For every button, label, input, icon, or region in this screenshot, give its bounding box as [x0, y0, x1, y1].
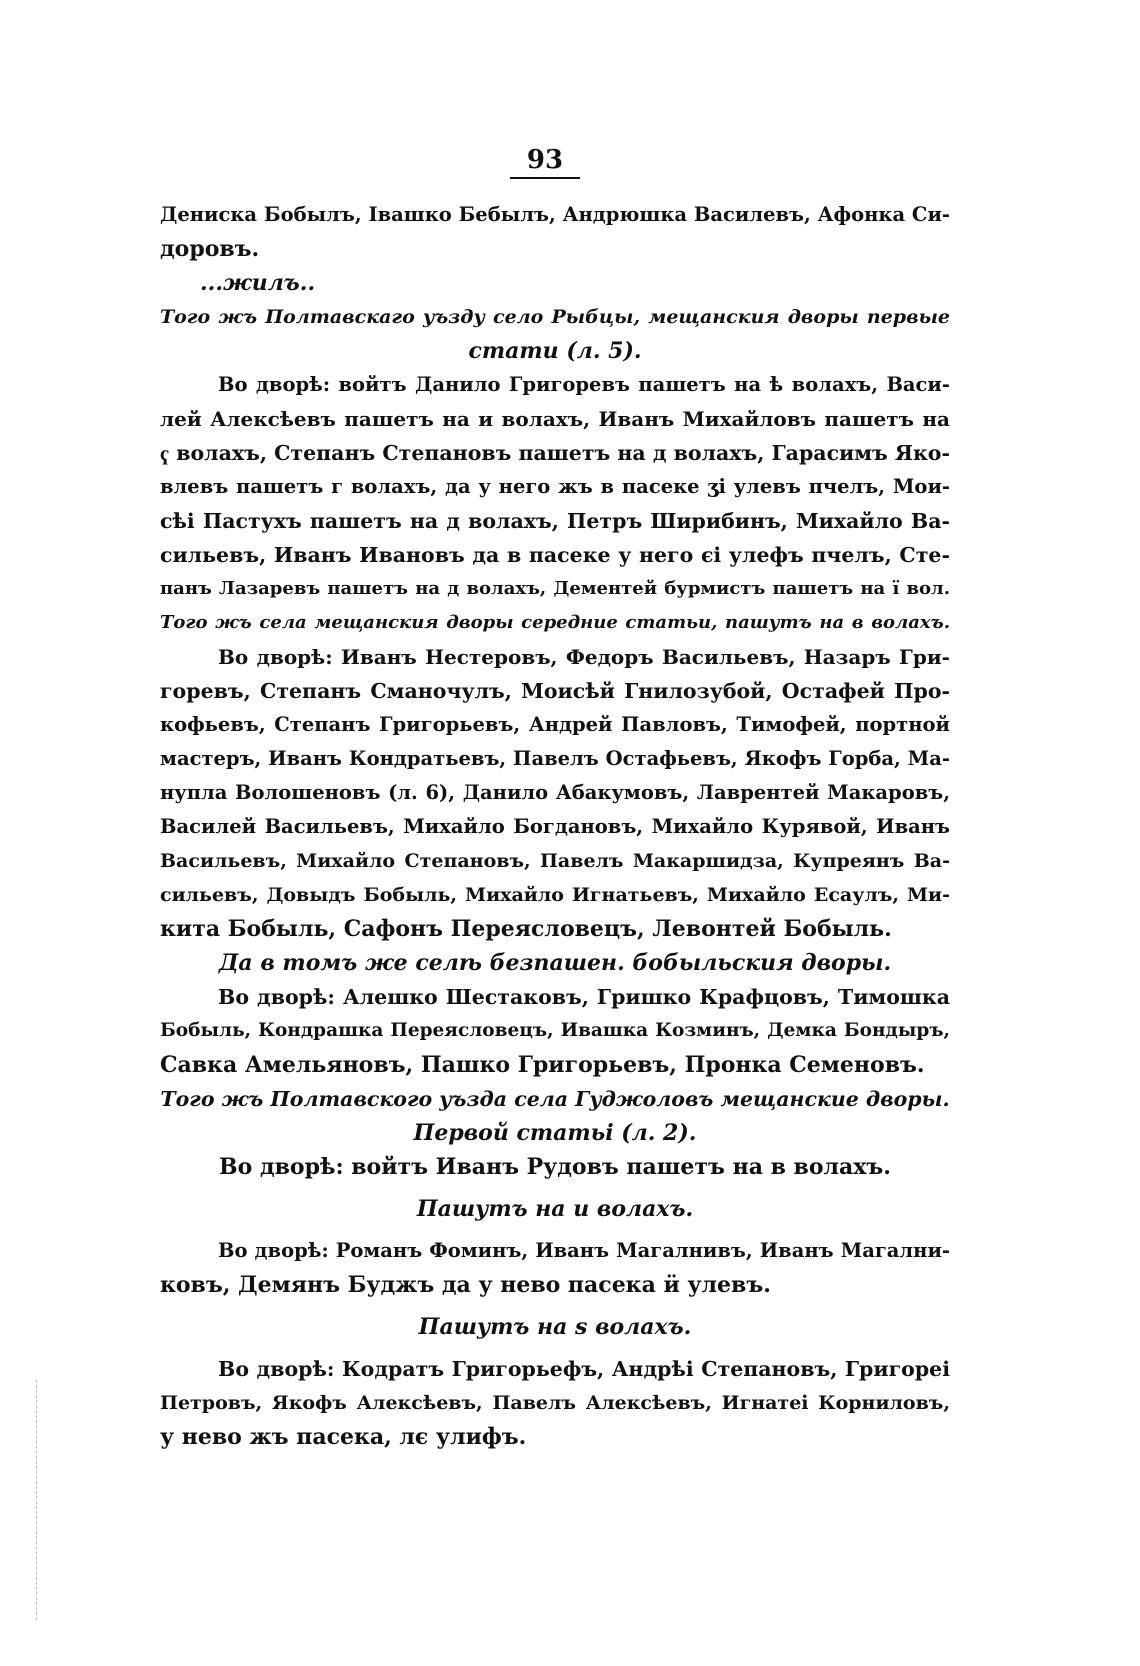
text-line: Во дворѣ: Иванъ Нестеровъ, Федоръ Васильевъ, Назаръ Гри-	[218, 645, 950, 669]
text-line: Петровъ, Якофъ Алексѣевъ, Павелъ Алексѣевъ, Игнатеі Корниловъ,	[160, 1392, 950, 1414]
text-line: влевъ пашетъ г волахъ, да у него жъ в пасеке ӡі улевъ пчелъ, Мои-	[160, 475, 950, 498]
section-heading: Пашутъ на и волахъ.	[416, 1196, 694, 1222]
spacer	[160, 1184, 950, 1192]
text-line: Савка Амельяновъ, Пашко Григорьевъ, Пронка Семеновъ.	[160, 1052, 925, 1078]
text-line: ...жилъ..	[200, 270, 316, 296]
text-line: кита Бобыль, Сафонъ Переясловецъ, Левонтей Бобыль.	[160, 916, 892, 942]
text-line: кофьевъ, Степанъ Григорьевъ, Андрей Павловъ, Тимофей, портной	[160, 713, 950, 736]
text-line: сѣі Пастухъ пашетъ на д волахъ, Петръ Ширибинъ, Михайло Ва-	[160, 509, 950, 533]
section-heading: Того жъ села мещанския дворы середние статьи, пашутъ на в волахъ.	[160, 612, 950, 633]
text-line: Васильевъ, Михайло Степановъ, Павелъ Макаршидза, Купреянъ Ва-	[160, 850, 950, 872]
section-heading: Пашутъ на ѕ волахъ.	[418, 1314, 692, 1340]
text-line: ковъ, Демянъ Буджъ да у нево пасека ӥ улевъ.	[160, 1272, 771, 1298]
text-column	[160, 198, 950, 1454]
scan-edge-mark	[36, 1380, 38, 1620]
spacer	[160, 1344, 950, 1352]
section-heading: Первой статьі (л. 2).	[413, 1120, 697, 1146]
section-heading: стати (л. 5).	[468, 338, 642, 364]
text-line: мастеръ, Иванъ Кондратьевъ, Павелъ Остафьевъ, Якофъ Горба, Ма-	[160, 747, 950, 770]
text-line: Дениска Бобылъ, Івашко Бебылъ, Андрюшка Василевъ, Афонка Си-	[160, 203, 950, 226]
text-line: лей Алексѣевъ пашетъ на и волахъ, Иванъ Михайловъ пашетъ на	[160, 407, 950, 431]
text-line: Во дворѣ: Алешко Шестаковъ, Гришко Крафцовъ, Тимошка	[218, 985, 950, 1009]
text-line: сильевъ, Довыдъ Бобыль, Михайло Игнатьевъ, Михайло Есаулъ, Ми-	[160, 884, 950, 906]
text-line: нупла Волошеновъ (л. 6), Данило Абакумовъ, Лаврентей Макаровъ,	[160, 781, 950, 804]
text-line: Во дворѣ: войтъ Данило Григоревъ пашетъ на ѣ волахъ, Васи-	[218, 373, 950, 396]
text-line: Бобыль, Кондрашка Переясловецъ, Ивашка Козминъ, Демка Бондыръ,	[160, 1020, 950, 1041]
text-line: панъ Лазаревъ пашетъ на д волахъ, Дементей бурмистъ пашетъ на ї вол.	[160, 578, 950, 599]
text-line: Во дворѣ: войтъ Иванъ Рудовъ пашетъ на в волахъ.	[219, 1154, 891, 1180]
text-line: доровъ.	[160, 236, 260, 262]
page-number: 93	[510, 145, 580, 179]
text-line: горевъ, Степанъ Сманочулъ, Моисѣй Гнилозубой, Остафей Про-	[160, 679, 950, 703]
text-line: Во дворѣ: Кодратъ Григорьефъ, Андрѣі Степановъ, Григореі	[218, 1357, 950, 1381]
spacer	[160, 1226, 950, 1234]
text-line: Василей Васильевъ, Михайло Богдановъ, Михайло Курявой, Иванъ	[160, 815, 950, 838]
section-heading: Того жъ Полтавского уъзда села Гуджоловъ мещанские дворы.	[160, 1087, 950, 1111]
section-heading: Того жъ Полтавскаго уъзду село Рыбцы, мещанския дворы первые	[160, 306, 950, 328]
section-heading: Да в томъ же селѣ безпашен. бобыльския дворы.	[218, 950, 892, 976]
text-line: Во дворѣ: Романъ Фоминъ, Иванъ Магалнивъ, Иванъ Магални-	[218, 1239, 950, 1262]
text-line: ҁ волахъ, Степанъ Степановъ пашетъ на д волахъ, Гарасимъ Яко-	[160, 441, 950, 465]
text-line: у нево жъ пасека, лє улифъ.	[160, 1424, 527, 1450]
spacer	[160, 1302, 950, 1310]
text-line: сильевъ, Иванъ Ивановъ да в пасеке у него єі улефъ пчелъ, Сте-	[160, 543, 950, 567]
